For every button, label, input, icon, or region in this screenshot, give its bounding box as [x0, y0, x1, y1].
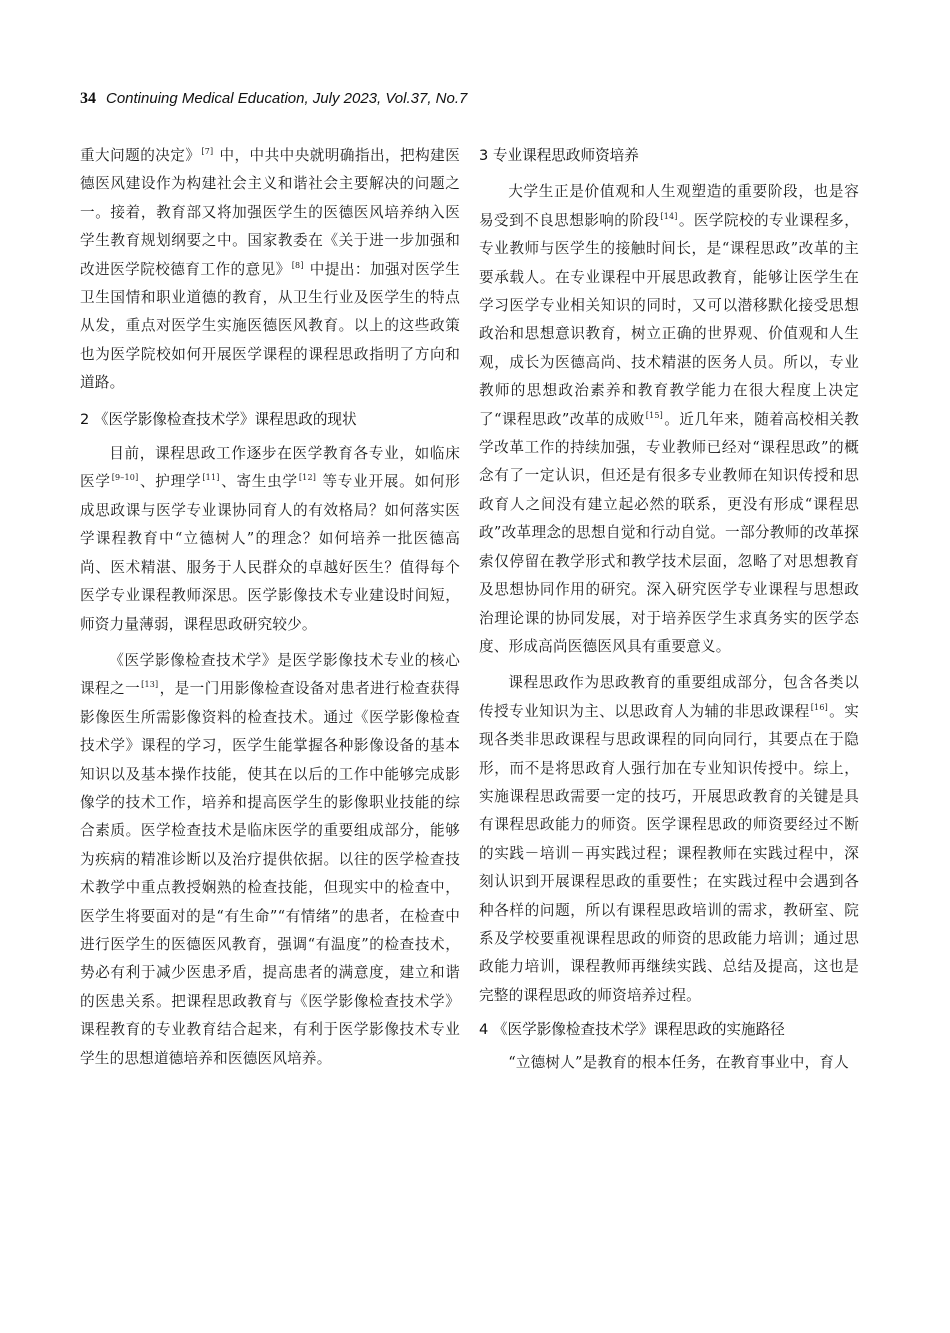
citation-ref[interactable]: [14]: [660, 211, 678, 221]
right-column: [479, 142, 859, 1077]
paragraph-teacher-training: 大学生正是价值观和人生观塑造的重要阶段，也是容易受到不良思想影响的阶段[14]。医学院校的专业课程多，专业教师与医学生的接触时间长，是“课程思政”改革的主要承载人。在专业课程中开展思政教育，能够让医学生在学习医学专业相关知识的同时，又可以潜移默化接受思想政治和思想意识教育，树立正确的世界观、价值观和人生观，成长为医德高尚、技术精湛的医务人员。所以，专业教师的思想政治素养和教育教学能力在很大程度上决定了“课程思政”改革的成败[15]。近几年来，随着高校相关教学改革工作的持续加强，专业教师已经对“课程思政”的概念有了一定认识，但还是有很多专业教师在知识传授和思政育人之间没有建立起必然的联系，更没有形成“课程思政”改革理念的思想自觉和行动自觉。一部分教师的改革探索仅停留在教学形式和教学技术层面，忽略了对思想教育及思想协同作用的研究。深入研究医学专业课程与思想政治理论课的协同发展，对于培养医学生求真务实的医学态度、形成高尚医德医风具有重要意义。: [479, 183, 860, 655]
paragraph-policy: 重大问题的决定》[7] 中，中共中央就明确指出，把构建医德医风建设作为构建社会主义和谐社会主要解决的问题之一。接着，教育部又将加强医学生的医德医风培养纳入医学生教育规划纲要之中。国家教委在《关于进一步加强和改进医学院校德育工作的意见》[8] 中提出：加强对医学生卫生国情和职业道德的教育，从卫生行业及医学生的特点从发，重点对医学生实施医德医风教育。以上的这些政策也为医学院校如何开展医学课程的课程思政指明了方向和道路。: [80, 147, 460, 392]
paragraph-course-intro: 《医学影像检查技术学》是医学影像技术专业的核心课程之一[13]，是一门用影像检查设备对患者进行检查获得影像医生所需影像资料的检查技术。通过《医学影像检查技术学》课程的学习，医学生能掌握各种影像设备的基本知识以及基本操作技能，使其在以后的工作中能够完成影像学的技术工作，培养和提高医学生的影像职业技能的综合素质。医学检查技术是临床医学的重要组成部分，能够为疾病的精准诊断以及治疗提供依据。以往的医学检查技术教学中重点教授娴熟的检查技能，但现实中的检查中，医学生将要面对的是“有生命”“有情绪”的患者，在检查中进行医学生的医德医风教育，强调“有温度”的检查技术，势必有利于减少医患矛盾，提高患者的满意度，建立和谐的医患关系。把课程思政教育与《医学影像检查技术学》课程教育的专业教育结合起来，有利于医学影像技术专业学生的思想道德培养和医德医风培养。: [80, 651, 460, 1067]
citation-ref[interactable]: [13]: [141, 680, 159, 690]
citation-ref[interactable]: [12]: [298, 473, 317, 483]
section-heading-2: 2 《医学影像检查技术学》课程思政的现状: [80, 410, 357, 428]
running-header: [80, 90, 467, 110]
paragraph-ideological-course: 课程思政作为思政教育的重要组成部分，包含各类以传授专业知识为主、以思政育人为辅的非思政课程[16]。实现各类非思政课程与思政课程的同向同行，其要点在于隐形，而不是将思政育人强行加在专业知识传授中。综上，实施课程思政需要一定的技巧，开展思政教育的关键是具有课程思政能力的师资。医学课程思政的师资要经过不断的实践－培训－再实践过程；课程教师在实践过程中，深刻认识到开展课程思政的重要性；在实践过程中会遇到各种各样的问题，所以有课程思政培训的需求，教研室、院系及学校要重视课程思政的师资的思政能力培训；通过思政能力培训，课程教师再继续实践、总结及提高，这也是完整的课程思政的师资培养过程。: [479, 674, 860, 1004]
citation-ref[interactable]: [15]: [645, 410, 663, 420]
section-heading-3: 3 专业课程思政师资培养: [479, 147, 639, 164]
citation-ref[interactable]: [7]: [201, 147, 214, 156]
journal-citation: Continuing Medical Education, July 2023, Vol.37, No.7: [106, 90, 468, 107]
citation-ref[interactable]: [11]: [202, 473, 220, 483]
page-number: 34: [80, 90, 96, 107]
paragraph-current-status: 目前，课程思政工作逐步在医学教育各专业，如临床医学[9–10]、护理学[11]、寄生虫学[12] 等专业开展。如何形成思政课与医学专业课协同育人的有效格局？如何落实医学课程教育中“立德树人”的理念？如何培养一批医德高尚、医术精湛、服务于人民群众的卓越好医生？值得每个医学专业课程教师深思。医学影像技术专业建设时间短，师资力量薄弱，课程思政研究较少。: [80, 445, 460, 633]
citation-ref[interactable]: [16]: [810, 702, 828, 712]
section-heading-4: 4 《医学影像检查技术学》课程思政的实施路径: [479, 1021, 785, 1039]
paragraph-implementation: “立德树人”是教育的根本任务，在教育事业中，育人: [508, 1053, 849, 1071]
citation-ref[interactable]: [9–10]: [111, 473, 139, 483]
citation-ref[interactable]: [8]: [291, 260, 304, 270]
left-column: [80, 142, 460, 1073]
